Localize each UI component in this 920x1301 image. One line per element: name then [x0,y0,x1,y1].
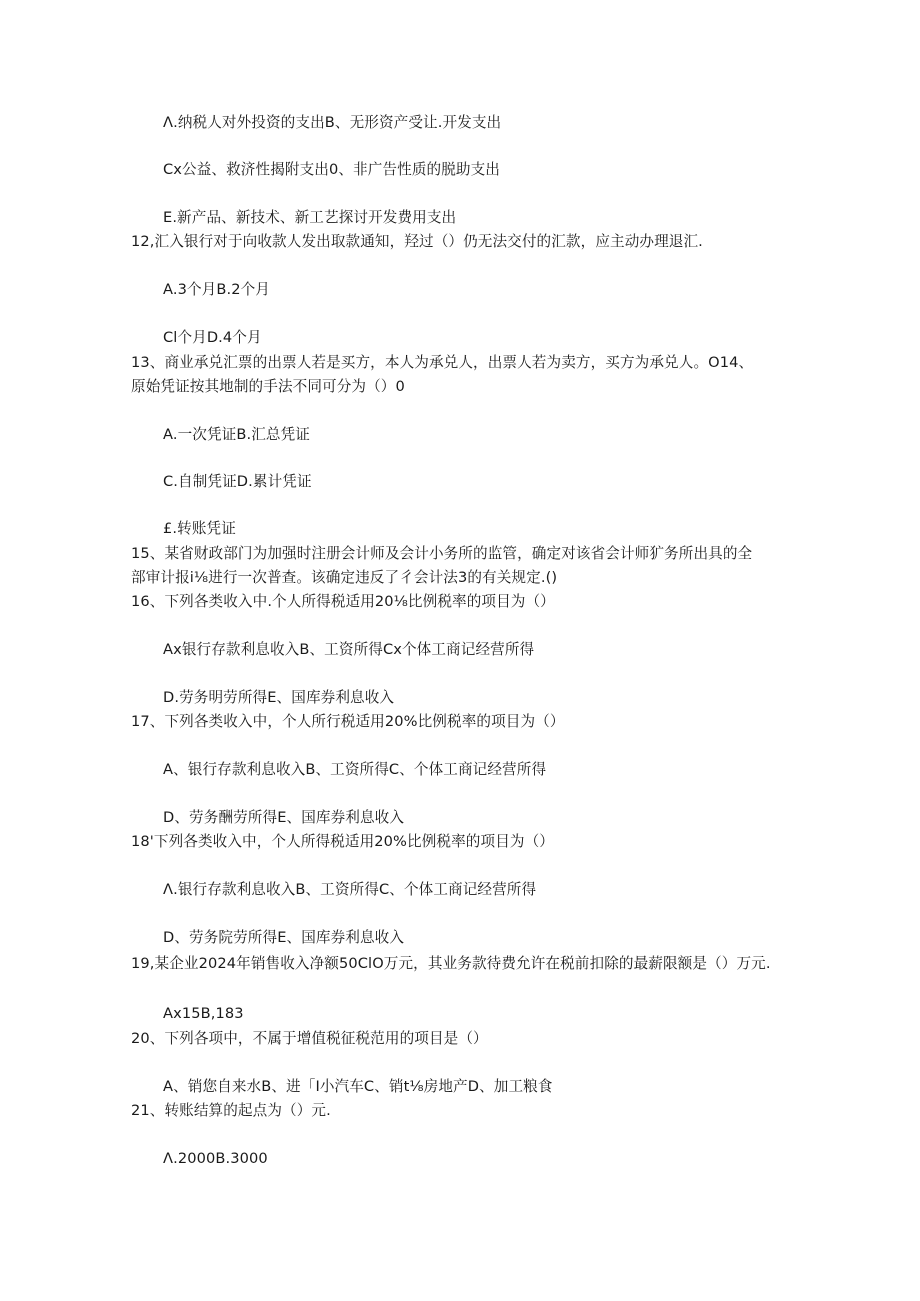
option-line: A、银行存款利息收入B、工资所得C、个体工商记经营所得 [163,761,547,778]
question-line: 21、转账结算的起点为（）元. [131,1102,331,1119]
option-line: A.一次凭证B.汇总凭证 [163,426,310,443]
option-line: Cl个月D.4个月 [163,329,262,346]
question-line: 18'下列各类收入中，个人所得税适用20%比例税率的项目为（） [131,833,554,850]
option-line: D、劳务酬劳所得E、国库券利息收入 [163,809,405,826]
question-line: 原始凭证按其地制的手法不同可分为（）0 [131,378,405,395]
option-line: A、销您自来水B、进「I小汽车C、销t⅛房地产D、加工粮食 [163,1078,553,1095]
option-line: C.自制凭证D.累计凭证 [163,473,312,490]
question-line: 部审计报i⅛进行一次普查。该确定违反了彳会计法3的有关规定.() [131,569,558,586]
option-line: £.转账凭证 [163,520,236,537]
option-line: Cx公益、救济性揭附支出0、非广告性质的脱助支出 [163,161,500,178]
question-line: 17、下列各类收入中，个人所行税适用20%比例税率的项目为（） [131,713,565,730]
question-line: 12,汇入银行对于向收款人发出取款通知，羟过（）仍无法交付的汇款，应主动办理退汇. [131,233,703,250]
option-line: Ax15B,183 [163,1005,244,1022]
option-line: A.3个月B.2个月 [163,281,270,298]
option-line: Λ.纳税人对外投资的支出B、无形资产受让.开发支出 [163,114,502,131]
option-line: D.劳务明劳所得E、国库券利息收入 [163,689,395,706]
option-line: Λ.银行存款利息收入B、工资所得C、个体工商记经营所得 [163,881,537,898]
question-line: 19,某企业2024年销售收入净额50ClO万元，其业务款待费允许在税前扣除的最薪限额是（）万元. [131,955,771,972]
option-line: Λ.2000B.3000 [163,1150,268,1167]
question-line: 15、某省财政部门为加强时注册会计师及会计小务所的监管，确定对该省会计师犷务所出具的全 [131,545,753,562]
question-line: 13、商业承兑汇票的出票人若是买方，本人为承兑人，出票人若为卖方，买方为承兑人。O14、 [131,354,754,371]
question-line: 16、下列各类收入中.个人所得税适用20⅛比例税率的项目为（） [131,593,555,610]
option-line: D、劳务院劳所得E、国库券利息收入 [163,929,405,946]
option-line: E.新产品、新技术、新工艺探讨开发费用支出 [163,209,457,226]
option-line: Ax银行存款利息收入B、工资所得Cx个体工商记经营所得 [163,641,535,658]
question-line: 20、下列各项中，不属于增值税征税范用的项目是（） [131,1030,488,1047]
